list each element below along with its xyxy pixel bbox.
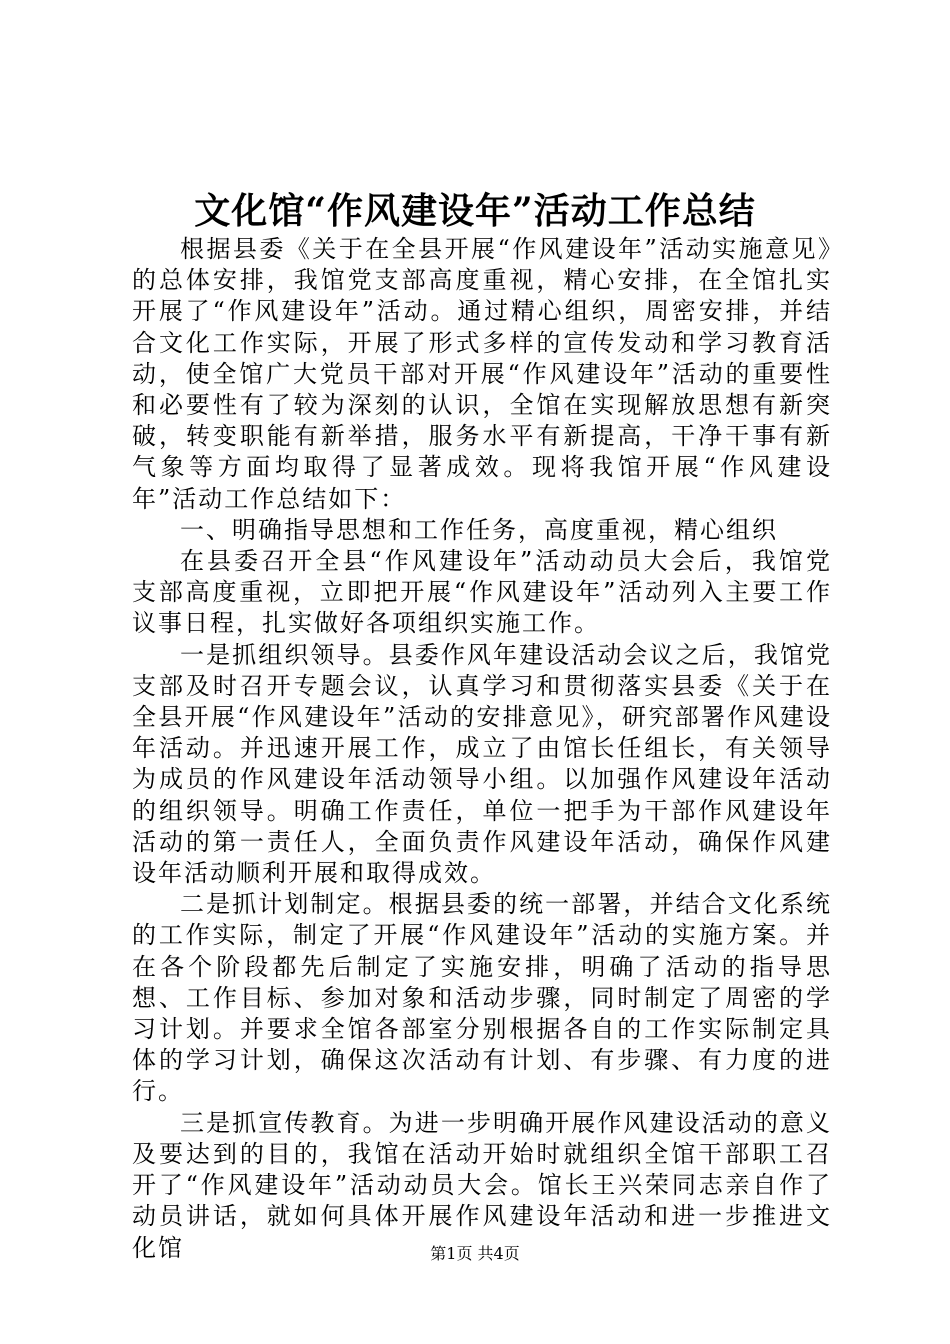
page-number-footer: 第1页 共4页 [430, 1244, 520, 1263]
paragraph-planning: 二是抓计划制定。根据县委的统一部署，并结合文化系统的工作实际，制定了开展“作风建设年”活动的实施方案。并在各个阶段都先后制定了实施安排，明确了活动的指导思想、工作目标、参加对象和活动步骤，同时制定了周密的学习计划。并要求全馆各部室分别根据各自的工作实际制定具体的学习计划，确保这次活动有计划、有步骤、有力度的进行。 [132, 890, 832, 1106]
paragraph-section-1: 在县委召开全县“作风建设年”活动动员大会后，我馆党支部高度重视，立即把开展“作风建设年”活动列入主要工作议事日程，扎实做好各项组织实施工作。 [132, 547, 832, 638]
document-title: 文化馆“作风建设年”活动工作总结 [194, 190, 756, 232]
document-body [132, 234, 832, 1264]
paragraph-organization: 一是抓组织领导。县委作风年建设活动会议之后，我馆党支部及时召开专题会议，认真学习和贯彻落实县委《关于在全县开展“作风建设年”活动的安排意见》，研究部署作风建设年活动。并迅速开展工作，成立了由馆长任组长，有关领导为成员的作风建设年活动领导小组。以加强作风建设年活动的组织领导。明确工作责任，单位一把手为干部作风建设年活动的第一责任人，全面负责作风建设年活动，确保作风建设年活动顺利开展和取得成效。 [132, 640, 832, 888]
paragraph-publicity: 三是抓宣传教育。为进一步明确开展作风建设活动的意义及要达到的目的，我馆在活动开始时就组织全馆干部职工召开了“作风建设年”活动动员大会。馆长王兴荣同志亲自作了动员讲话，就如何具体开展作风建设年活动和进一步推进文化馆 [132, 1108, 832, 1262]
section-heading-1: 一、明确指导思想和工作任务，高度重视，精心组织 [180, 515, 778, 544]
paragraph-intro: 根据县委《关于在全县开展“作风建设年”活动实施意见》的总体安排，我馆党支部高度重视，精心安排，在全馆扎实开展了“作风建设年”活动。通过精心组织，周密安排，并结合文化工作实际，开展了形式多样的宣传发动和学习教育活动，使全馆广大党员干部对开展“作风建设年”活动的重要性和必要性有了较为深刻的认识，全馆在实现解放思想有新突破，转变职能有新举措，服务水平有新提高，干净干事有新气象等方面均取得了显著成效。现将我馆开展“作风建设年”活动工作总结如下： [132, 235, 832, 513]
